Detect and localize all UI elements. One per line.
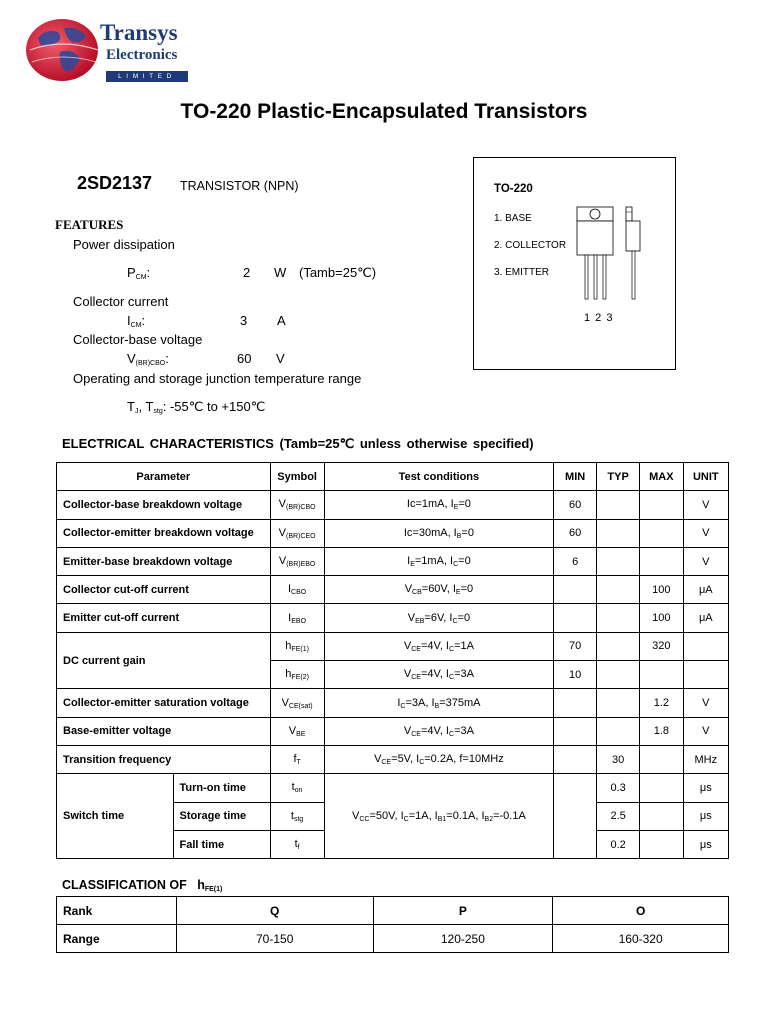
unit-cell: μA	[683, 576, 728, 604]
switch-time-label: Switch time	[57, 774, 174, 859]
typ-cell	[597, 576, 640, 604]
table-row	[57, 745, 729, 773]
icm-value: 3	[240, 313, 248, 328]
part-description: TRANSISTOR (NPN)	[180, 179, 299, 193]
max-cell	[640, 830, 683, 858]
param-cell: DC current gain	[57, 632, 271, 689]
package-name: TO-220	[494, 183, 533, 195]
max-cell	[640, 745, 683, 773]
part-number: 2SD2137	[77, 173, 153, 193]
min-cell: 6	[554, 547, 597, 575]
param-cell: Emitter cut-off current	[57, 604, 271, 632]
min-cell: 60	[554, 519, 597, 547]
unit-cell: V	[683, 519, 728, 547]
unit-cell: μs	[683, 774, 728, 802]
pcm-symbol: $P_{CM}$:	[127, 265, 151, 281]
symbol-cell: $V_{(BR)CBO}$	[270, 491, 324, 519]
pcm-unit: W	[274, 265, 287, 280]
icm-unit: A	[277, 313, 286, 328]
symbol-cell: $h_{FE(1)}$	[270, 632, 324, 660]
pin-1-label: 1. BASE	[494, 213, 532, 224]
max-cell: 1.2	[640, 689, 683, 717]
typ-cell: 2.5	[597, 802, 640, 830]
typ-cell	[597, 632, 640, 660]
min-cell	[554, 604, 597, 632]
brand-subtitle: Electronics	[106, 47, 178, 63]
range-cell: 70-150	[176, 925, 373, 953]
rank-label: Rank	[57, 897, 177, 925]
collector-current-label: Collector current	[73, 294, 169, 309]
min-cell: 10	[554, 661, 597, 689]
range-cell: 120-250	[373, 925, 553, 953]
unit-cell: μs	[683, 830, 728, 858]
pin-3-label: 3. EMITTER	[494, 267, 550, 278]
symbol-cell: $t_{stg}$	[270, 802, 324, 830]
max-cell	[640, 491, 683, 519]
pin-numbers: 1 2 3	[584, 312, 614, 324]
condition-cell: $V_{CC}=50V$, $I_C=1A$, $I_{B1}=0.1A$, $I_{B2}=-0.1A$	[324, 774, 554, 859]
typ-cell	[597, 717, 640, 745]
unit-cell: V	[683, 717, 728, 745]
power-dissipation-label: Power dissipation	[73, 237, 175, 252]
icm-symbol: $I_{CM}$:	[127, 313, 146, 329]
pin-2-label: 2. COLLECTOR	[494, 240, 567, 251]
vbr-symbol: $V_{(BR)CBO}$:	[127, 351, 169, 367]
max-cell	[640, 802, 683, 830]
unit-cell: V	[683, 491, 728, 519]
symbol-cell: $V_{(BR)EBO}$	[270, 547, 324, 575]
max-cell: 320	[640, 632, 683, 660]
table-row	[57, 491, 729, 519]
min-cell: 70	[554, 632, 597, 660]
classification-table	[56, 896, 729, 953]
company-logo-globe	[24, 18, 104, 82]
rank-cell: O	[553, 897, 729, 925]
table-row	[57, 547, 729, 575]
pcm-condition: (Tamb=25℃)	[299, 265, 377, 280]
switch-sub-param: Storage time	[173, 802, 270, 830]
symbol-cell: $t_f$	[270, 830, 324, 858]
rank-row	[57, 897, 729, 925]
min-cell	[554, 576, 597, 604]
pcm-value: 2	[243, 265, 251, 280]
col-header-test: Test conditions	[324, 463, 554, 491]
typ-cell	[597, 689, 640, 717]
table-row	[57, 576, 729, 604]
typ-cell: 0.3	[597, 774, 640, 802]
param-cell: Emitter-base breakdown voltage	[57, 547, 271, 575]
condition-cell: $V_{EB}=6V$, $I_C=0$	[324, 604, 554, 632]
package-box	[473, 157, 676, 370]
max-cell: 1.8	[640, 717, 683, 745]
col-header-unit: UNIT	[683, 463, 728, 491]
cb-voltage-label: Collector-base voltage	[73, 332, 203, 347]
rank-cell: P	[373, 897, 553, 925]
symbol-cell: $I_{CBO}$	[270, 576, 324, 604]
switch-sub-param: Fall time	[173, 830, 270, 858]
min-cell	[554, 689, 597, 717]
table-row	[57, 689, 729, 717]
max-cell	[640, 519, 683, 547]
min-cell	[554, 774, 597, 859]
classification-heading: CLASSIFICATION OF $h_{FE(1)}$	[62, 878, 223, 893]
condition-cell: $V_{CE}=4V$, $I_C=3A$	[324, 661, 554, 689]
col-header-typ: TYP	[597, 463, 640, 491]
table-row	[57, 604, 729, 632]
table-header-row	[57, 463, 729, 491]
condition-cell: Ic=30mA, $I_B=0$	[324, 519, 554, 547]
unit-cell: V	[683, 689, 728, 717]
unit-cell	[683, 632, 728, 660]
to220-package-drawing	[574, 202, 644, 312]
symbol-cell: $t_{on}$	[270, 774, 324, 802]
typ-cell: 0.2	[597, 830, 640, 858]
table-row	[57, 632, 729, 660]
condition-cell: $I_E=1mA$, $I_C=0$	[324, 547, 554, 575]
typ-cell	[597, 604, 640, 632]
param-cell: Collector-emitter saturation voltage	[57, 689, 271, 717]
features-heading: FEATURES	[55, 217, 124, 232]
switch-sub-param: Turn-on time	[173, 774, 270, 802]
max-cell	[640, 547, 683, 575]
param-cell: Collector-emitter breakdown voltage	[57, 519, 271, 547]
electrical-heading: ELECTRICAL CHARACTERISTICS (Tamb=25℃ unless otherwise specified)	[62, 436, 534, 451]
min-cell: 60	[554, 491, 597, 519]
temp-range-label: Operating and storage junction temperature range	[73, 371, 362, 386]
symbol-cell: $V_{(BR)CEO}$	[270, 519, 324, 547]
col-header-max: MAX	[640, 463, 683, 491]
brand-name: Transys	[100, 20, 178, 45]
param-cell: Collector-base breakdown voltage	[57, 491, 271, 519]
max-cell: 100	[640, 576, 683, 604]
condition-cell: Ic=1mA, $I_E=0$	[324, 491, 554, 519]
table-row	[57, 717, 729, 745]
unit-cell: MHz	[683, 745, 728, 773]
param-cell: Collector cut-off current	[57, 576, 271, 604]
max-cell	[640, 661, 683, 689]
page-title: TO-220 Plastic-Encapsulated Transistors	[180, 100, 588, 123]
col-header-min: MIN	[554, 463, 597, 491]
electrical-table	[56, 462, 729, 859]
symbol-cell: $f_T$	[270, 745, 324, 773]
unit-cell: μs	[683, 802, 728, 830]
range-label: Range	[57, 925, 177, 953]
table-row	[57, 519, 729, 547]
col-header-symbol: Symbol	[270, 463, 324, 491]
typ-cell: 30	[597, 745, 640, 773]
condition-cell: $I_C=3A$, $I_B=375mA$	[324, 689, 554, 717]
range-row	[57, 925, 729, 953]
range-cell: 160-320	[553, 925, 729, 953]
typ-cell	[597, 661, 640, 689]
min-cell	[554, 745, 597, 773]
max-cell: 100	[640, 604, 683, 632]
condition-cell: $V_{CB}=60V$, $I_E=0$	[324, 576, 554, 604]
condition-cell: $V_{CE}=4V$, $I_C=3A$	[324, 717, 554, 745]
min-cell	[554, 717, 597, 745]
symbol-cell: $h_{FE(2)}$	[270, 661, 324, 689]
rank-cell: Q	[176, 897, 373, 925]
temp-range-value: $T_J$, $T_{stg}$: -55℃ to +150℃	[127, 399, 266, 415]
vbr-unit: V	[276, 351, 285, 366]
typ-cell	[597, 547, 640, 575]
typ-cell	[597, 519, 640, 547]
param-cell: Base-emitter voltage	[57, 717, 271, 745]
col-header-parameter: Parameter	[57, 463, 271, 491]
condition-cell: $V_{CE}=5V$, $I_C=0.2A$, f=10MHz	[324, 745, 554, 773]
unit-cell: μA	[683, 604, 728, 632]
param-cell: Transition frequency	[57, 745, 271, 773]
symbol-cell: $V_{CE(sat)}$	[270, 689, 324, 717]
symbol-cell: $I_{EBO}$	[270, 604, 324, 632]
max-cell	[640, 774, 683, 802]
unit-cell	[683, 661, 728, 689]
unit-cell: V	[683, 547, 728, 575]
vbr-value: 60	[237, 351, 252, 366]
symbol-cell: $V_{BE}$	[270, 717, 324, 745]
brand-limited-bar: LIMITED	[106, 71, 188, 82]
typ-cell	[597, 491, 640, 519]
table-row	[57, 774, 729, 802]
condition-cell: $V_{CE}=4V$, $I_C=1A$	[324, 632, 554, 660]
